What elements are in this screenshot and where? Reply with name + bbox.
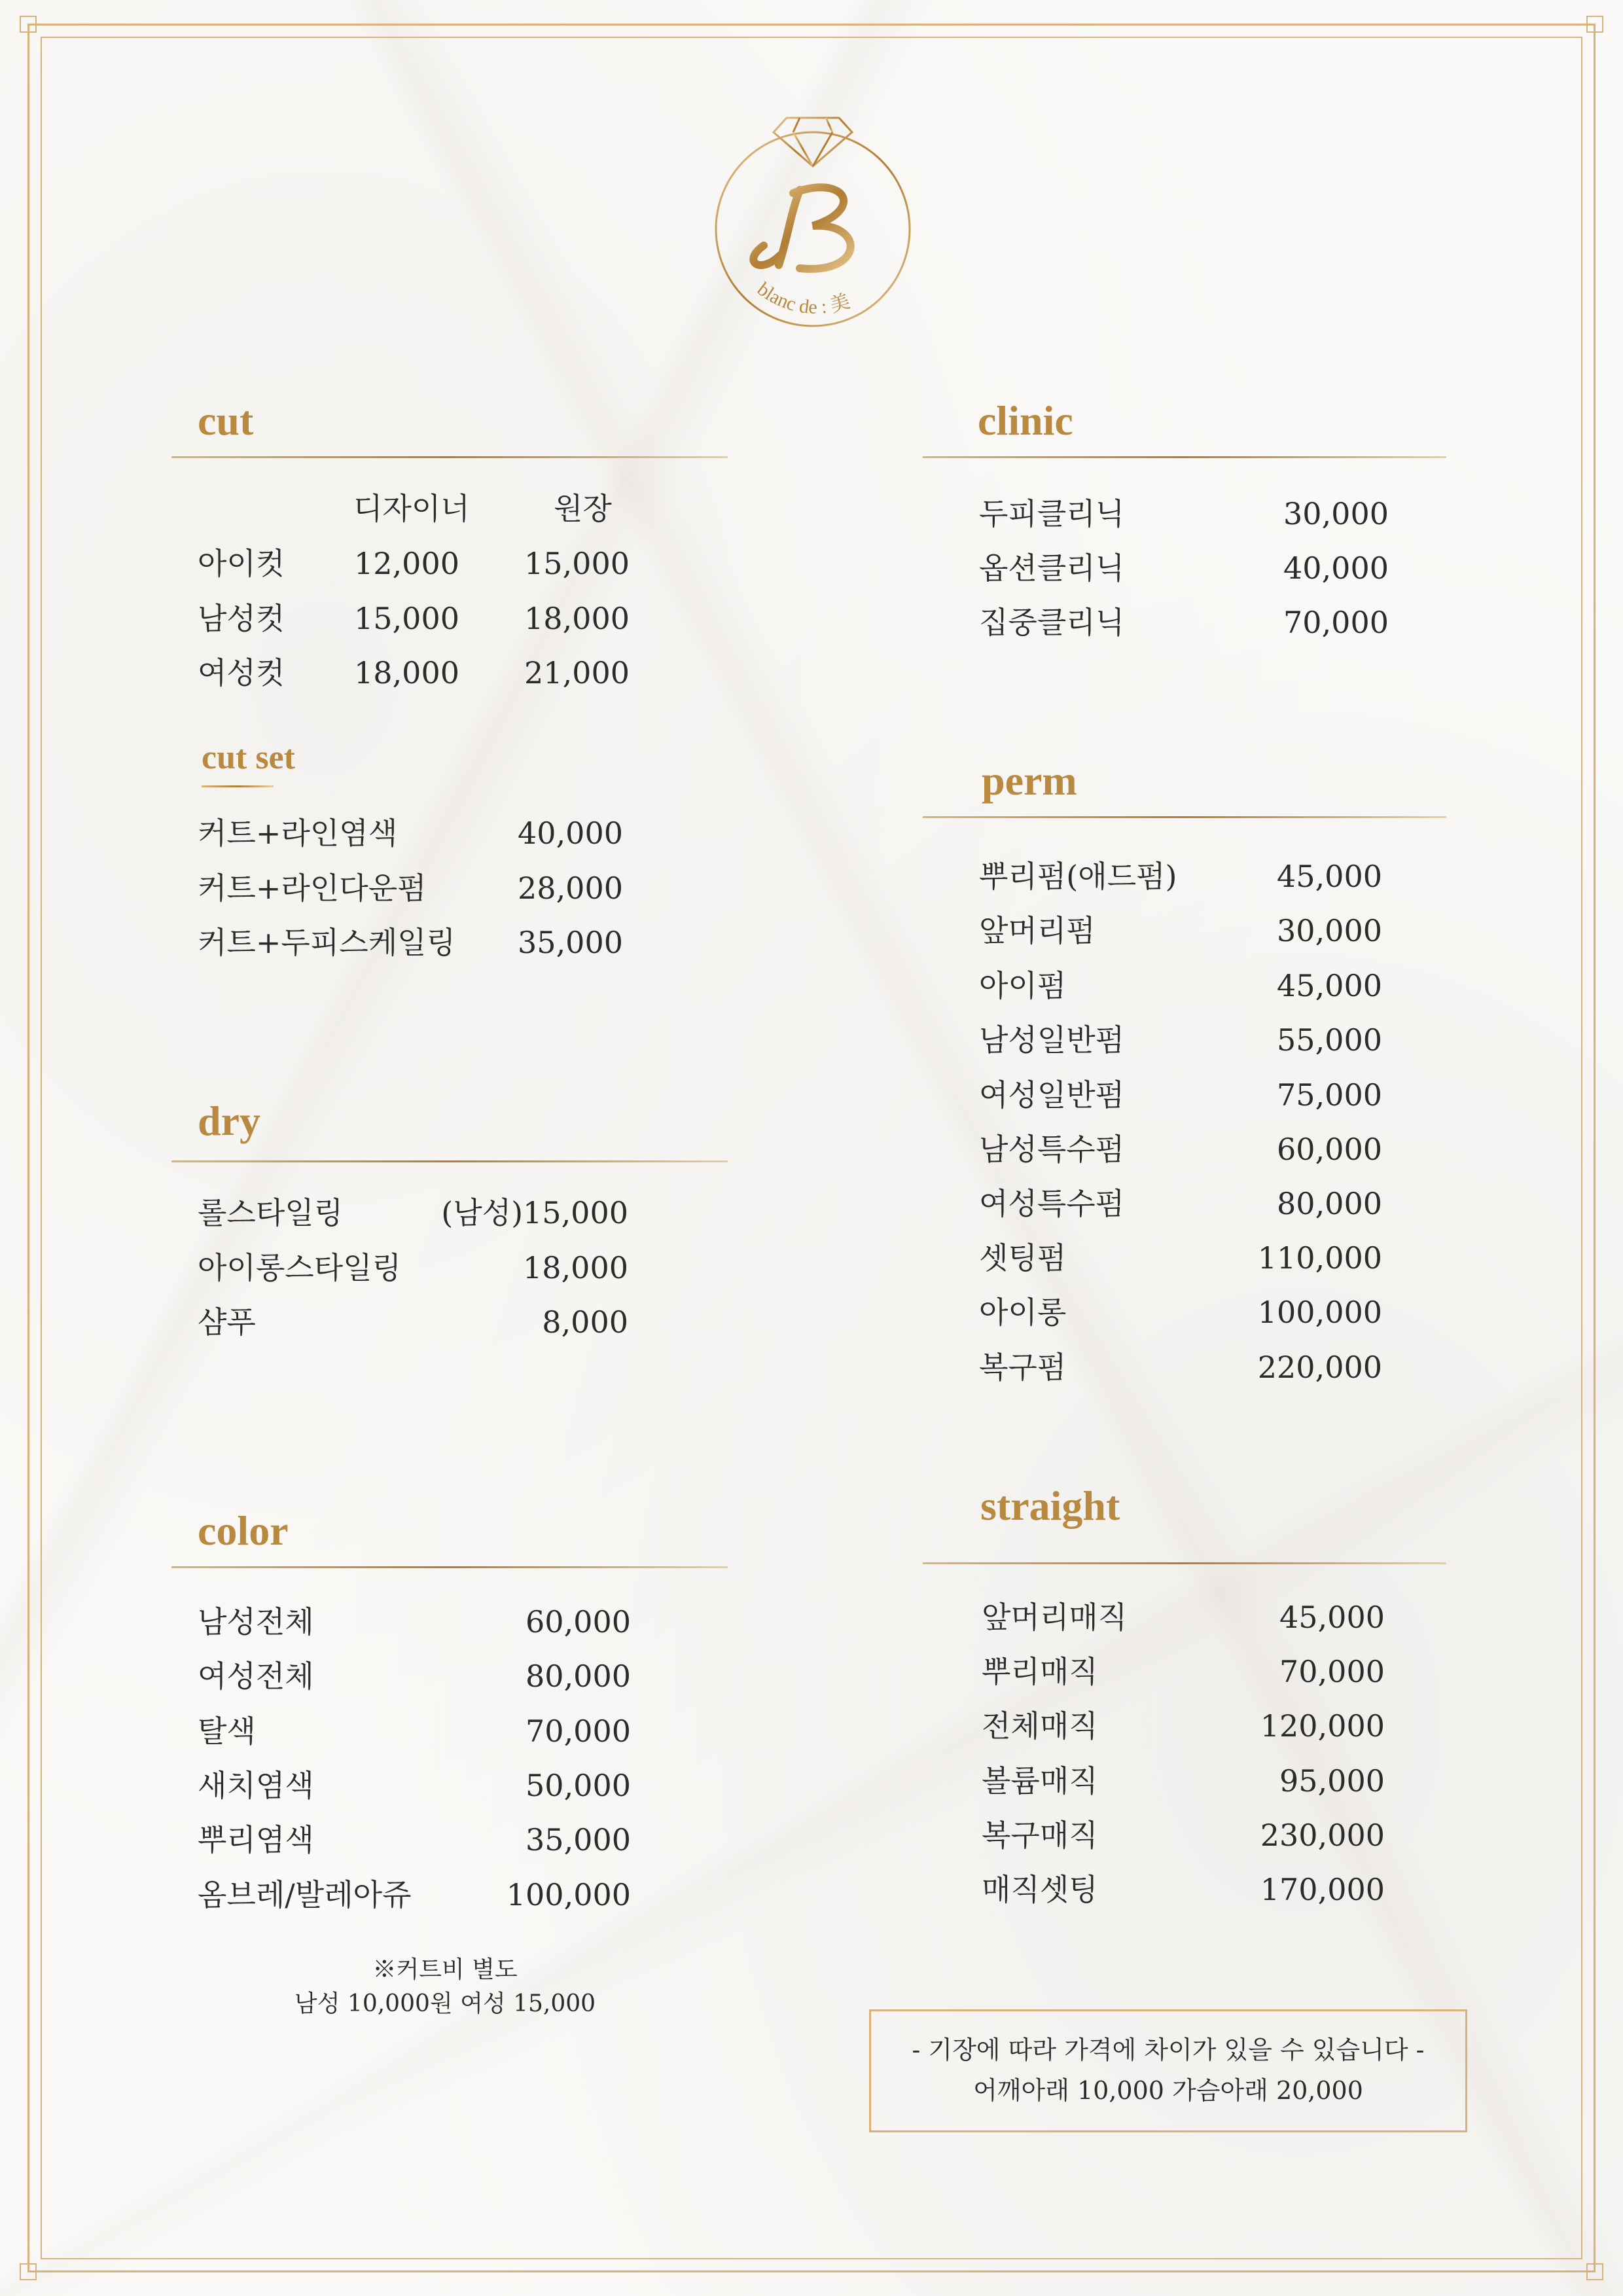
menu-row: 복구펌 220,000 bbox=[979, 1350, 1382, 1385]
menu-row: 셋팅펌 110,000 bbox=[979, 1240, 1382, 1276]
menu-row: 아이롱 100,000 bbox=[979, 1295, 1382, 1330]
menu-row: 복구매직 230,000 bbox=[982, 1818, 1385, 1853]
menu-row: 집중클리닉 70,000 bbox=[979, 605, 1389, 640]
menu-row: 앞머리펌 30,000 bbox=[979, 913, 1382, 948]
menu-row: 볼륨매직 95,000 bbox=[982, 1763, 1385, 1799]
menu-row: 여성특수펌 80,000 bbox=[979, 1186, 1382, 1221]
cut-fee-note bbox=[249, 1953, 641, 2021]
frame-corner-tr bbox=[1586, 16, 1603, 33]
menu-row: 매직셋팅 170,000 bbox=[982, 1872, 1385, 1907]
brand-name: blanc de : 美 bbox=[753, 278, 853, 318]
section-rule-color bbox=[171, 1566, 728, 1568]
menu-row: 아이컷 12,000 15,000 bbox=[198, 546, 630, 581]
menu-row: 커트+라인염색 40,000 bbox=[198, 816, 623, 851]
brand-logo bbox=[702, 111, 924, 347]
section-title-color: color bbox=[198, 1507, 289, 1554]
menu-row: 탈색 70,000 bbox=[198, 1713, 631, 1749]
length-price-notice bbox=[869, 2009, 1467, 2132]
column-header-director: 원장 bbox=[554, 491, 612, 526]
frame-corner-tl bbox=[20, 16, 37, 33]
menu-row: 두피클리닉 30,000 bbox=[979, 496, 1389, 531]
section-title-perm: perm bbox=[982, 757, 1077, 804]
section-rule-dry bbox=[171, 1160, 728, 1162]
menu-row: 아이롱스타일링 18,000 bbox=[198, 1250, 628, 1285]
section-rule-cut bbox=[171, 456, 728, 458]
menu-row: 커트+라인다운펌 28,000 bbox=[198, 870, 623, 906]
section-rule-perm bbox=[923, 816, 1446, 818]
section-rule-clinic bbox=[923, 456, 1446, 458]
cut-fee-note-title: ※커트비 별도 bbox=[372, 1956, 518, 1983]
section-title-clinic: clinic bbox=[978, 397, 1073, 444]
svg-text:blanc de : 美 bbox=[753, 278, 853, 318]
frame-corner-bl bbox=[20, 2263, 37, 2280]
section-rule-straight bbox=[923, 1562, 1446, 1564]
menu-row: 아이펌 45,000 bbox=[979, 968, 1382, 1003]
section-title-straight: straight bbox=[980, 1482, 1120, 1529]
menu-row: 롤스타일링 (남성)15,000 bbox=[198, 1195, 628, 1230]
menu-row: 여성컷 18,000 21,000 bbox=[198, 655, 630, 691]
menu-row: 뿌리매직 70,000 bbox=[982, 1654, 1385, 1689]
menu-row: 샴푸 8,000 bbox=[198, 1304, 628, 1340]
menu-row: 여성전체 80,000 bbox=[198, 1659, 631, 1694]
length-notice-title: - 기장에 따라 가격에 차이가 있을 수 있습니다 - bbox=[912, 2036, 1425, 2064]
menu-row: 뿌리펌(애드펌) 45,000 bbox=[979, 859, 1382, 894]
length-notice-detail: 어깨아래 10,000 가슴아래 20,000 bbox=[973, 2076, 1363, 2105]
menu-row: 남성일반펌 55,000 bbox=[979, 1022, 1382, 1058]
menu-row: 뿌리염색 35,000 bbox=[198, 1822, 631, 1857]
section-rule-cut-set bbox=[202, 785, 274, 787]
menu-row: 앞머리매직 45,000 bbox=[982, 1600, 1385, 1635]
section-title-cut-set: cut set bbox=[202, 739, 295, 776]
menu-row: 남성전체 60,000 bbox=[198, 1604, 631, 1640]
diamond-icon bbox=[774, 118, 852, 166]
menu-row: 커트+두피스케일링 35,000 bbox=[198, 925, 623, 960]
cut-fee-note-detail: 남성 10,000원 여성 15,000 bbox=[294, 1990, 596, 2017]
menu-row: 새치염색 50,000 bbox=[198, 1768, 631, 1803]
logo-emblem bbox=[702, 111, 924, 347]
menu-row: 남성컷 15,000 18,000 bbox=[198, 601, 630, 636]
frame-corner-br bbox=[1586, 2263, 1603, 2280]
menu-row: 옴브레/발레아쥬 100,000 bbox=[198, 1877, 631, 1912]
menu-row: 여성일반펌 75,000 bbox=[979, 1077, 1382, 1113]
menu-row: 옵션클리닉 40,000 bbox=[979, 550, 1389, 586]
section-title-cut: cut bbox=[198, 397, 254, 444]
menu-row: 전체매직 120,000 bbox=[982, 1708, 1385, 1744]
column-header-designer: 디자이너 bbox=[353, 491, 470, 526]
section-title-dry: dry bbox=[198, 1098, 260, 1144]
menu-row: 남성특수펌 60,000 bbox=[979, 1132, 1382, 1167]
